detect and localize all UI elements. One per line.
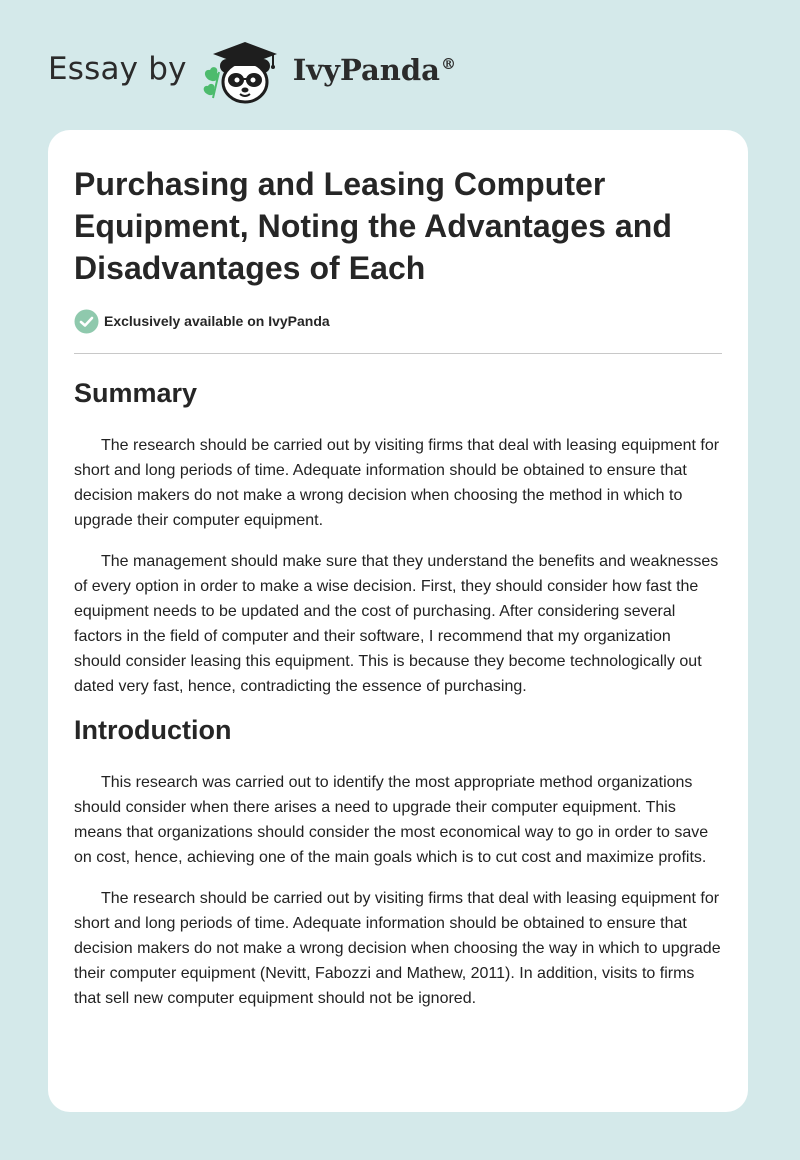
summary-section: [74, 376, 722, 699]
panda-graduate-icon[interactable]: [201, 36, 285, 108]
ivypanda-logo-text[interactable]: [293, 53, 456, 87]
site-header: [48, 36, 456, 108]
summary-heading: Summary: [74, 378, 198, 408]
exclusive-badge-label: Exclusively available on IvyPanda: [104, 313, 330, 329]
brand-name-text: IvyPanda: [292, 53, 440, 87]
introduction-paragraph-2: The research should be carried out by visiting firms that deal with leasing equipment for short and long periods of time. Adequate information should be obtained to ensure that decision makers do not make a wrong decision when choosing the way in which to upgrade their computer equipment (Nevitt, Fabozzi and Mathew, 2011). In addition, visits to firms that sell new computer equipment should not be ignored.: [74, 890, 721, 1007]
essay-by-label: Essay by: [48, 51, 187, 87]
essay-card: [48, 130, 748, 1112]
exclusive-badge: [74, 308, 722, 334]
check-circle-icon: [74, 309, 99, 334]
introduction-section: [74, 713, 722, 1011]
essay-title: Purchasing and Leasing Computer Equipment, Noting the Advantages and Disadvantages of Each: [74, 166, 672, 286]
introduction-heading: Introduction: [74, 715, 232, 745]
introduction-paragraph-1: This research was carried out to identify the most appropriate method organizations should consider when there arises a need to upgrade their computer equipment. This means that organizations should consider the most economical way to go in order to save on cost, hence, achieving one of the main goals which is to cut cost and maximize profits.: [74, 774, 709, 866]
summary-paragraph-1: The research should be carried out by visiting firms that deal with leasing equipment for short and long periods of time. Adequate information should be obtained to ensure that decision makers do not make a wrong decision when choosing the method in which to upgrade their computer equipment.: [74, 437, 720, 529]
registered-mark: ®: [440, 55, 456, 74]
summary-paragraph-2: The management should make sure that they understand the benefits and weaknesses of every option in order to make a wise decision. First, they should consider how fast the equipment needs to be updated and the cost of purchasing. After considering several factors in the field of computer and their software, I recommend that my organization should consider leasing this equipment. This is because they become technologically out dated very fast, hence, contradicting the essence of purchasing.: [74, 553, 719, 695]
title-divider: [74, 353, 722, 354]
